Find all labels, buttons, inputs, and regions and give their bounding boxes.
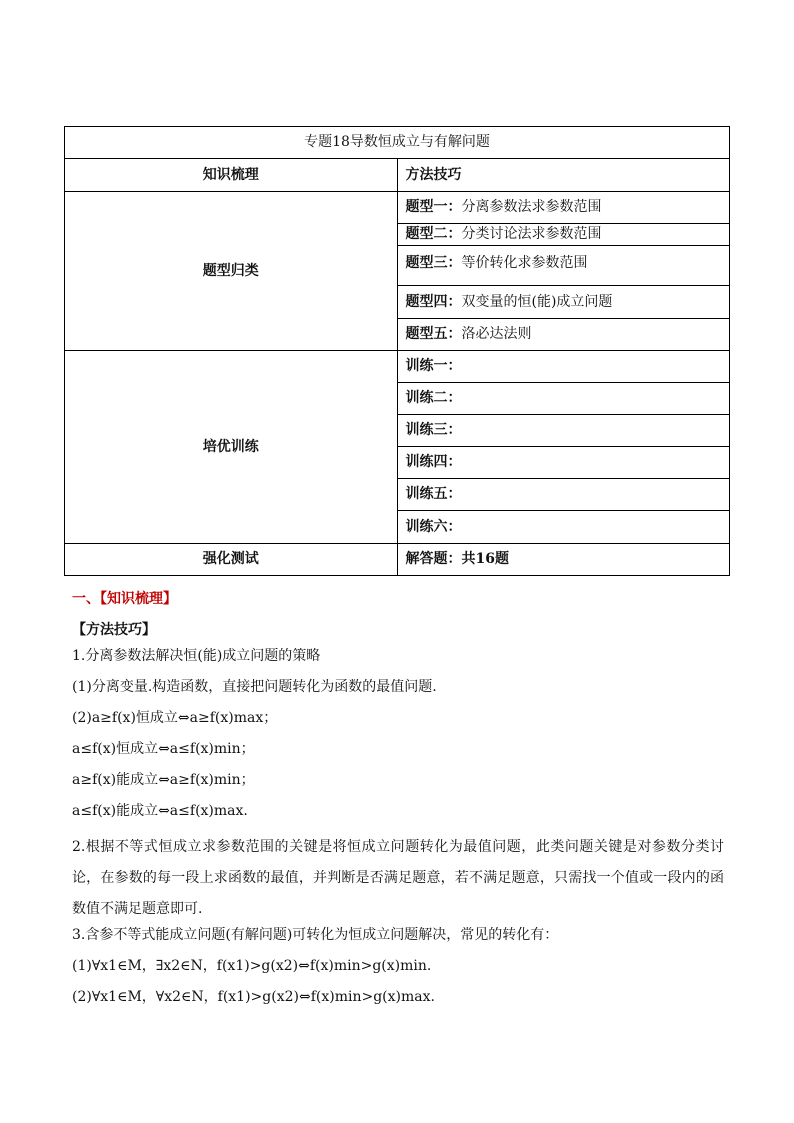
- section-heading: 一、【知识梳理】: [72, 591, 177, 607]
- knowledge-label: 知识梳理: [65, 159, 398, 192]
- training-item: 训练二：: [397, 383, 730, 415]
- type-item: 题型三：等价转化求参数范围: [397, 246, 730, 286]
- paragraph-1-line-2: (2)a≥f(x)恒成立⇔a≥f(x)max；: [72, 710, 278, 726]
- training-item: 训练五：: [397, 479, 730, 511]
- training-label: 培优训练: [65, 351, 398, 544]
- paragraph-3: 3.含参不等式能成立问题(有解问题)可转化为恒成立问题解决，常见的转化有：: [72, 927, 559, 943]
- paragraph-3-line-2: (2)∀x1∈M，∀x2∈N，f(x1)>g(x2)⇔f(x)min>g(x)max.: [72, 989, 435, 1005]
- type-item: 题型四：双变量的恒(能)成立问题: [397, 286, 730, 319]
- types-label: 题型归类: [65, 192, 398, 351]
- paragraph-1-title: 1.分离参数法解决恒(能)成立问题的策略: [72, 648, 321, 664]
- paragraph-3-line-1: (1)∀x1∈M，∃x2∈N，f(x1)>g(x2)⇔f(x)min>g(x)min.: [72, 958, 432, 974]
- training-item: 训练四：: [397, 447, 730, 479]
- training-item: 训练一：: [397, 351, 730, 383]
- type-item: 题型二：分类讨论法求参数范围: [397, 224, 730, 246]
- test-label: 强化测试: [65, 544, 398, 576]
- type-item: 题型五：洛必达法则: [397, 319, 730, 351]
- paragraph-1-line-4: a≥f(x)能成立⇔a≥f(x)min；: [72, 772, 255, 788]
- contents-table: [64, 126, 730, 576]
- paragraph-1-line-5: a≤f(x)能成立⇔a≤f(x)max.: [72, 803, 248, 819]
- method-label: 方法技巧: [397, 159, 730, 192]
- type-item: 题型一：分离参数法求参数范围: [397, 192, 730, 224]
- training-item: 训练三：: [397, 415, 730, 447]
- paragraph-1-line-3: a≤f(x)恒成立⇔a≤f(x)min；: [72, 741, 255, 757]
- table-title: 专题18导数恒成立与有解问题: [65, 127, 730, 159]
- training-item: 训练六：: [397, 511, 730, 544]
- paragraph-1-line-1: (1)分离变量.构造函数，直接把问题转化为函数的最值问题.: [72, 679, 437, 695]
- method-subheading: 【方法技巧】: [72, 622, 156, 638]
- paragraph-2: 2.根据不等式恒成立求参数范围的关键是将恒成立问题转化为最值问题，此类问题关键是对参数分类讨论，在参数的每一段上求函数的最值，并判断是否满足题意，若不满足题意，只需找一个值或一段内的函数值不满足题意即可.: [72, 839, 724, 917]
- test-description: 解答题：共16题: [397, 544, 730, 576]
